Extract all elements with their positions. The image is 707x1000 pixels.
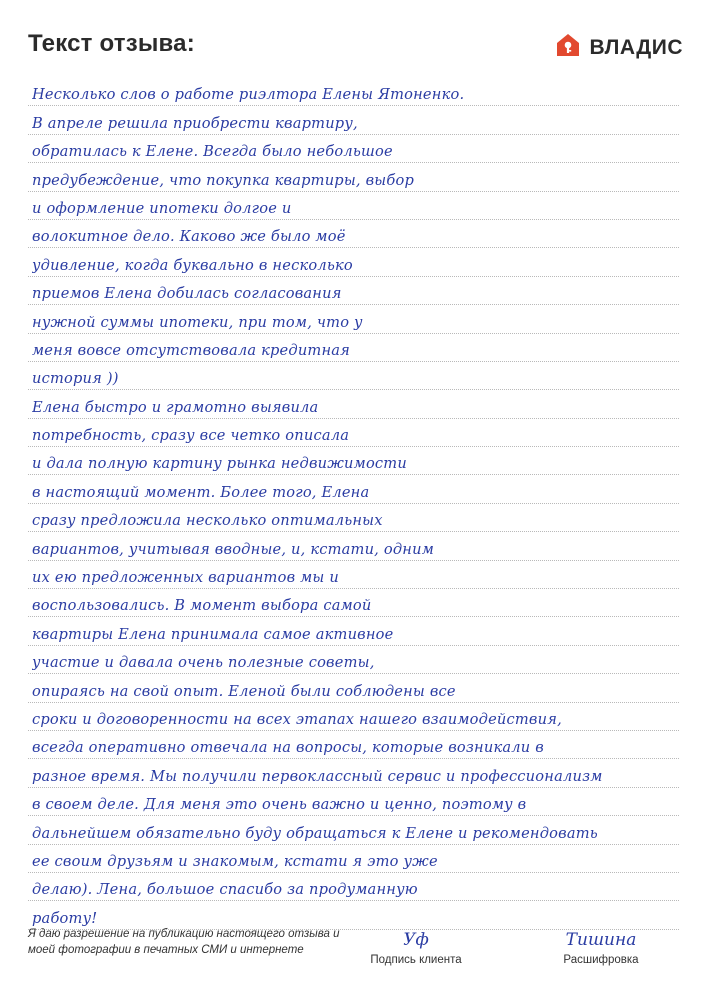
review-line: [28, 135, 679, 163]
transcript-label: Расшифровка: [563, 954, 639, 966]
review-line: [28, 788, 679, 816]
review-line-text: разное время. Мы получили первоклассный сервис и профессионализм: [32, 767, 603, 785]
review-line-text: работу!: [32, 909, 98, 927]
review-line: [28, 674, 679, 702]
review-line: [28, 475, 679, 503]
review-line: [28, 561, 679, 589]
review-line-text: в настоящий момент. Более того, Елена: [32, 483, 370, 501]
review-line: [28, 703, 679, 731]
review-line: [28, 362, 679, 390]
review-line: [28, 305, 679, 333]
review-line-text: и оформление ипотеки долгое и: [32, 199, 292, 217]
review-line-text: вариантов, учитывая вводные, и, кстати, одним: [32, 540, 435, 558]
review-line: [28, 504, 679, 532]
brand-name: ВЛАДИС: [589, 35, 683, 59]
review-line-text: потребность, сразу все четко описала: [32, 427, 350, 445]
house-key-icon: [555, 32, 581, 63]
review-text: [28, 78, 679, 930]
review-line-text: приемов Елена добилась согласования: [32, 285, 342, 303]
review-line: [28, 532, 679, 560]
review-line: [28, 106, 679, 134]
review-line: [28, 873, 679, 901]
page-title: Текст отзыва:: [28, 30, 195, 57]
review-line-text: опираясь на свой опыт. Еленой были соблюдены все: [32, 682, 456, 700]
review-line: [28, 617, 679, 645]
review-line-text: квартиры Елена принимала самое активное: [32, 625, 394, 643]
review-line-text: и дала полную картину рынка недвижимости: [32, 455, 407, 473]
signature-label: Подпись клиента: [370, 954, 462, 966]
brand-logo: [555, 32, 683, 63]
review-line-text: история )): [32, 370, 119, 388]
review-line: [28, 589, 679, 617]
review-line-text: сразу предложила несколько оптимальных: [32, 512, 383, 530]
review-line-text: дальнейшем обязательно буду обращаться к Елене и рекомендовать: [32, 824, 598, 842]
review-line-text: всегда оперативно отвечала на вопросы, которые возникали в: [32, 739, 544, 757]
transcript-block: [526, 918, 676, 966]
client-name-handwritten: Тишина: [565, 930, 637, 950]
review-line: [28, 277, 679, 305]
review-line-text: обратилась к Елене. Всегда было небольшое: [32, 143, 393, 161]
review-line-text: ее своим друзьям и знакомым, кстати я это уже: [32, 852, 438, 870]
review-line-text: сроки и договоренности на всех этапах нашего взаимодействия,: [32, 710, 562, 728]
review-line: [28, 419, 679, 447]
review-line-text: нужной суммы ипотеки, при том, что у: [32, 313, 363, 331]
consent-text: Я даю разрешение на публикацию настоящего отзыва и моей фотографии в печатных СМИ и интернете: [28, 928, 340, 956]
review-line: [28, 816, 679, 844]
review-line-text: меня вовсе отсутствовала кредитная: [32, 341, 351, 359]
review-line: [28, 78, 679, 106]
review-line-text: волокитное дело. Каково же было моё: [32, 228, 346, 246]
review-line: [28, 447, 679, 475]
review-line-text: В апреле решила приобрести квартиру,: [32, 114, 358, 132]
review-line: [28, 646, 679, 674]
review-line: [28, 248, 679, 276]
review-line-text: участие и давала очень полезные советы,: [32, 654, 375, 672]
review-line: [28, 390, 679, 418]
review-line: [28, 731, 679, 759]
review-line-text: Елена быстро и грамотно выявила: [32, 398, 319, 416]
review-line-text: удивление, когда буквально в несколько: [32, 256, 353, 274]
review-line-text: их ею предложенных вариантов мы и: [32, 569, 339, 587]
review-line-text: воспользовались. В момент выбора самой: [32, 597, 372, 615]
review-line-text: в своем деле. Для меня это очень важно и ценно, поэтому в: [32, 796, 527, 814]
review-line: [28, 845, 679, 873]
review-line: [28, 163, 679, 191]
review-line-text: Несколько слов о работе риэлтора Елены Ятоненко.: [32, 86, 465, 104]
review-line-text: предубеждение, что покупка квартиры, выбор: [32, 171, 415, 189]
review-line-text: делаю). Лена, большое спасибо за продуманную: [32, 881, 418, 899]
review-line: [28, 334, 679, 362]
review-line: [28, 192, 679, 220]
review-line: [28, 759, 679, 787]
review-line: [28, 220, 679, 248]
signature-block: [356, 918, 476, 966]
client-signature: Уф: [403, 930, 429, 950]
